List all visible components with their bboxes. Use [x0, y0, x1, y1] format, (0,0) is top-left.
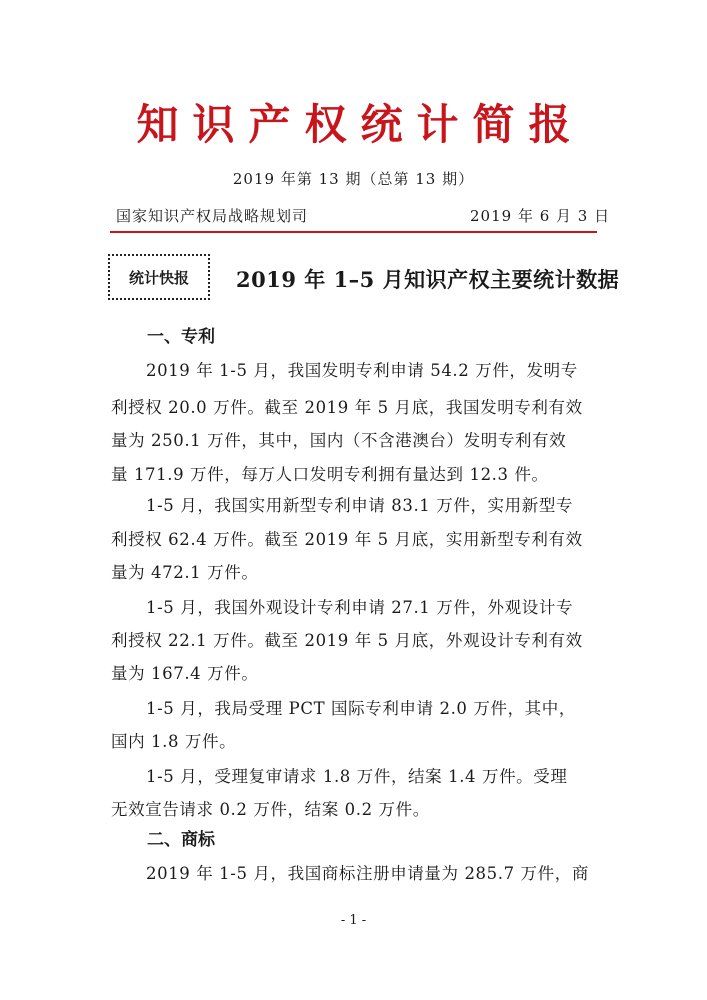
issue-number: 2019 年第 13 期（总第 13 期） [232, 170, 475, 188]
body-line: 量 171.9 万件，每万人口发明专利拥有量达到 12.3 件。 [111, 465, 549, 484]
section-heading-patent: 一、专利 [147, 327, 215, 347]
page-number: - 1 - [340, 913, 367, 928]
body-line: 利授权 22.1 万件。截至 2019 年 5 月底，外观设计专利有效 [111, 631, 583, 650]
issuing-department: 国家知识产权局战略规划司 [116, 207, 309, 225]
document-title: 2019 年 1–5 月知识产权主要统计数据 [236, 267, 620, 292]
body-line: 1-5 月，受理复审请求 1.8 万件，结案 1.4 万件。受理 [146, 767, 568, 786]
body-line: 利授权 62.4 万件。截至 2019 年 5 月底，实用新型专利有效 [111, 530, 583, 549]
body-line: 1-5 月，我局受理 PCT 国际专利申请 2.0 万件，其中， [146, 699, 576, 718]
body-line: 量为 167.4 万件。 [111, 664, 259, 683]
body-line: 2019 年 1-5 月，我国商标注册申请量为 285.7 万件，商 [146, 864, 589, 883]
body-line: 2019 年 1-5 月，我国发明专利申请 54.2 万件，发明专 [146, 361, 578, 380]
section-heading-trademark: 二、商标 [147, 830, 215, 850]
body-line: 量为 472.1 万件。 [111, 563, 259, 582]
body-line: 国内 1.8 万件。 [111, 732, 237, 751]
header-divider [110, 231, 597, 233]
body-line: 利授权 20.0 万件。截至 2019 年 5 月底，我国发明专利有效 [111, 398, 583, 417]
body-line: 量为 250.1 万件，其中，国内（不含港澳台）发明专利有效 [111, 431, 567, 450]
body-line: 1-5 月，我国外观设计专利申请 27.1 万件，外观设计专 [146, 598, 574, 617]
stats-flash-badge [108, 254, 210, 300]
body-line: 1-5 月，我国实用新型专利申请 83.1 万件，实用新型专 [146, 496, 574, 515]
issue-date: 2019 年 6 月 3 日 [470, 207, 611, 225]
bulletin-masthead: 知识产权统计简报 [136, 100, 585, 149]
badge-label: 统计快报 [128, 268, 189, 287]
body-line: 无效宣告请求 0.2 万件，结案 0.2 万件。 [111, 800, 430, 819]
